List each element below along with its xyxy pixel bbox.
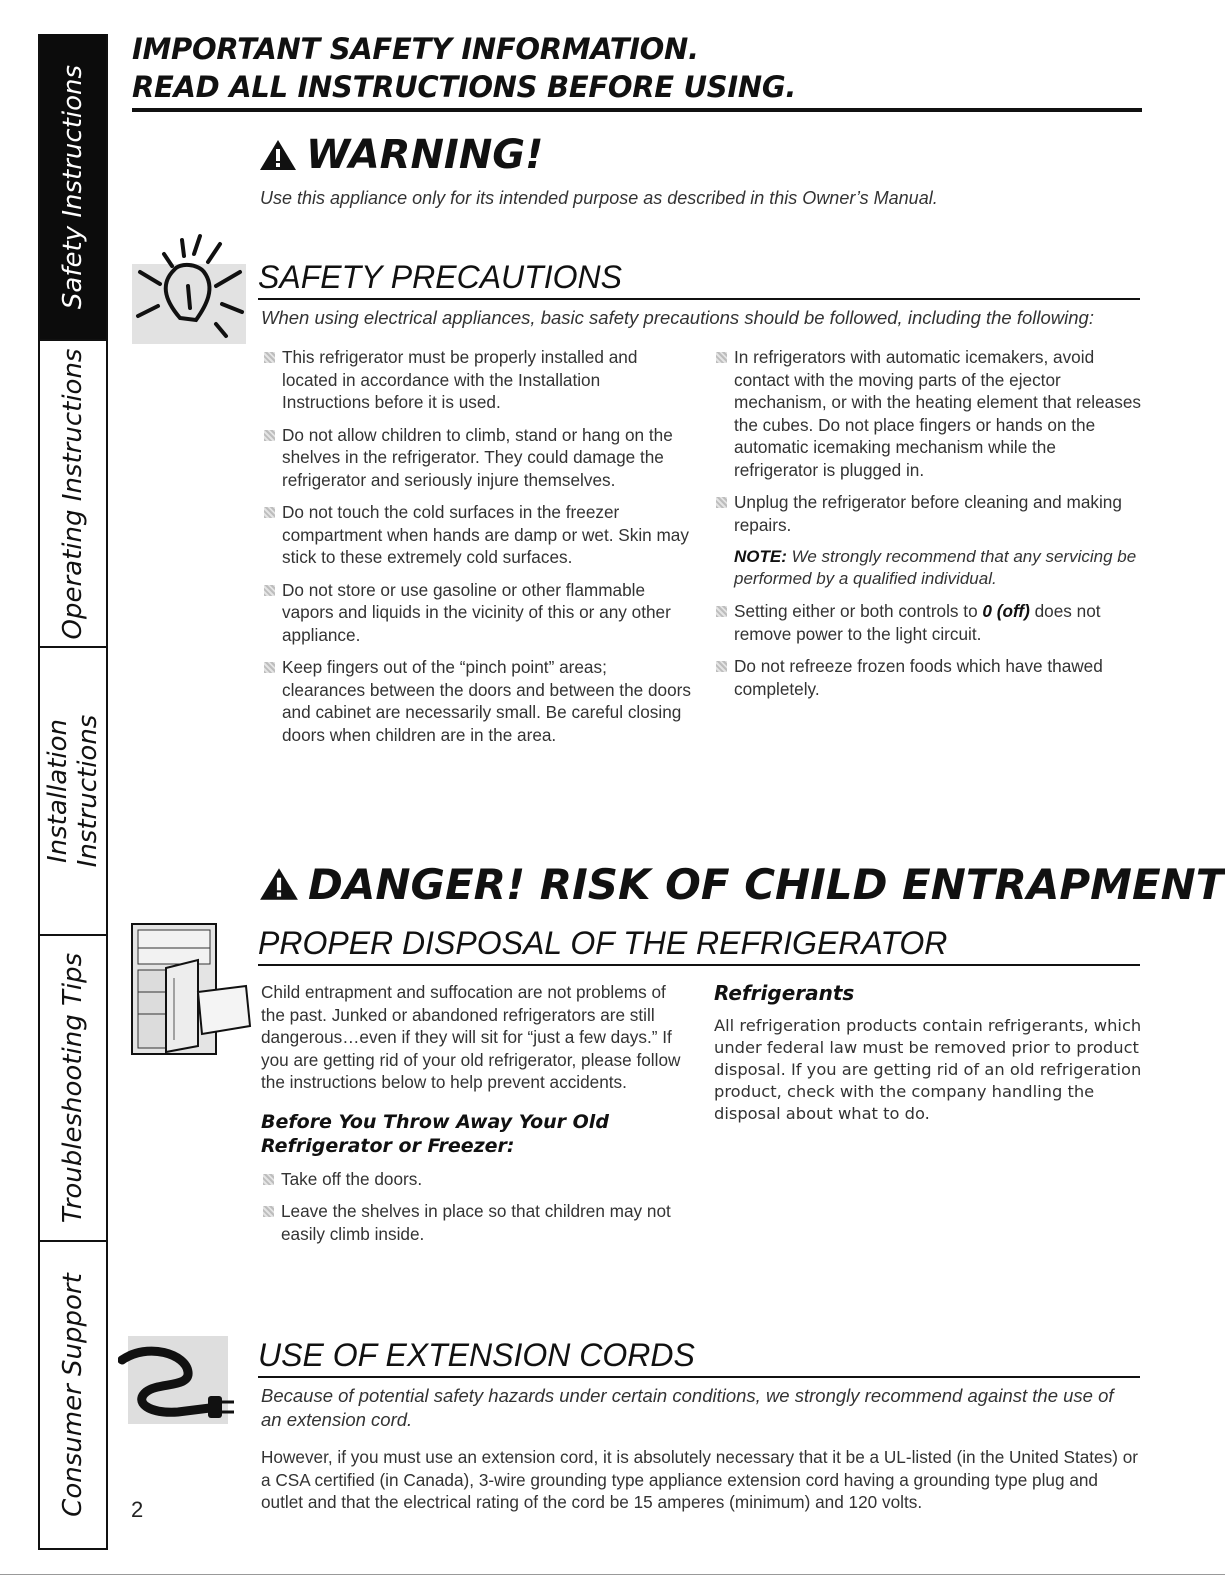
safety-item: Keep fingers out of the “pinch point” areas; clearances between the doors and between the doors and cabinet are necessarily small. Be careful closing doors when children are in the area. bbox=[262, 656, 692, 746]
extension-cord-icon bbox=[118, 1334, 238, 1426]
safety-note bbox=[714, 546, 1142, 590]
tab-label: Operating Instructions bbox=[58, 348, 88, 639]
extension-cords-body bbox=[261, 1446, 1141, 1514]
tab-consumer-support[interactable] bbox=[40, 1242, 106, 1550]
tab-label: Safety Instructions bbox=[58, 64, 88, 309]
safety-item: Do not allow children to climb, stand or hang on the shelves in the refrigerator. They could damage the refrigerator and seriously injure themselves. bbox=[262, 424, 692, 492]
tab-label-line1: Installation bbox=[43, 718, 73, 864]
tab-installation-instructions[interactable] bbox=[40, 648, 106, 936]
safety-precautions-intro: When using electrical appliances, basic safety precautions should be followed, including the following: bbox=[261, 307, 1094, 328]
refrigerants-text: All refrigeration products contain refrigerants, which under federal law must be removed prior to product disposal. If you are getting rid of an old refrigeration product, check with the company handling the disposal about what to do. bbox=[714, 1016, 1142, 1123]
refrigerator-icon bbox=[128, 922, 252, 1058]
before-you-throw-heading-1: Before You Throw Away Your Old bbox=[261, 1110, 609, 1133]
page-number: 2 bbox=[131, 1497, 144, 1522]
safety-item: This refrigerator must be properly installed and located in accordance with the Installation Instructions before it is used. bbox=[262, 346, 692, 414]
warning-text: Use this appliance only for its intended purpose as described in this Owner’s Manual. bbox=[260, 188, 938, 208]
disposal-item: Leave the shelves in place so that children may not easily climb inside. bbox=[261, 1200, 693, 1245]
warning-triangle-icon bbox=[258, 866, 300, 902]
tab-label-line2: Instructions bbox=[73, 714, 103, 868]
section-tabs bbox=[38, 34, 108, 1550]
safety-left-column bbox=[262, 346, 692, 756]
page-bottom-rule bbox=[0, 1574, 1225, 1575]
disposal-paragraph: Child entrapment and suffocation are not problems of the past. Junked or abandoned refrigerators are still dangerous…even if they will sit for “just a few days.” If you are getting rid of your old refrigerator, please follow the instructions below to help prevent accidents. bbox=[261, 982, 681, 1092]
safety-precautions-title: SAFETY PRECAUTIONS bbox=[258, 258, 1140, 300]
safety-item bbox=[714, 600, 1142, 645]
controls-off-value: 0 (off) bbox=[982, 601, 1030, 621]
light-bulb-icon bbox=[118, 226, 250, 348]
controls-text-pre: Setting either or both controls to bbox=[734, 601, 983, 621]
note-text: We strongly recommend that any servicing be performed by a qualified individual. bbox=[734, 547, 1137, 588]
safety-right-column bbox=[714, 346, 1142, 710]
safety-item: Do not refreeze frozen foods which have thawed completely. bbox=[714, 655, 1142, 700]
warning-triangle-icon bbox=[258, 138, 298, 172]
safety-item: Unplug the refrigerator before cleaning and making repairs. bbox=[714, 491, 1142, 536]
extension-cords-intro: Because of potential safety hazards under certain conditions, we strongly recommend against the use of an extension cord. bbox=[261, 1385, 1114, 1430]
tab-safety-instructions[interactable] bbox=[40, 34, 106, 341]
header-line-1: IMPORTANT SAFETY INFORMATION. bbox=[132, 32, 699, 66]
warning-title: WARNING! bbox=[306, 132, 544, 178]
extension-cords-text: However, if you must use an extension cord, it is absolutely necessary that it be a UL-listed (in the United States) or a CSA certified (in Canada), 3-wire grounding type appliance extension cord having a grounding type plug and outlet and that the electrical rating of the cord be 15 amperes (minimum) and 120 volts. bbox=[261, 1447, 1138, 1512]
tab-label: Troubleshooting Tips bbox=[58, 952, 88, 1224]
tab-operating-instructions[interactable] bbox=[40, 341, 106, 648]
tab-label bbox=[43, 715, 103, 868]
danger-heading bbox=[258, 856, 1224, 912]
tab-troubleshooting-tips[interactable] bbox=[40, 936, 106, 1242]
before-you-throw-heading-2: Refrigerator or Freezer: bbox=[261, 1134, 515, 1157]
refrigerants-column bbox=[714, 981, 1142, 1125]
disposal-left-column bbox=[261, 981, 693, 1255]
danger-title: DANGER! RISK OF CHILD ENTRAPMENT bbox=[308, 859, 1225, 909]
page-header bbox=[132, 30, 1142, 112]
controls-text-post: does not remove power to the light circuit. bbox=[734, 601, 1101, 644]
disposal-title: PROPER DISPOSAL OF THE REFRIGERATOR bbox=[258, 924, 1140, 966]
refrigerants-heading: Refrigerants bbox=[714, 981, 855, 1005]
disposal-item: Take off the doors. bbox=[261, 1168, 693, 1191]
warning-heading bbox=[258, 130, 543, 180]
extension-cords-title: USE OF EXTENSION CORDS bbox=[258, 1336, 1140, 1378]
safety-item: In refrigerators with automatic icemakers, avoid contact with the moving parts of the ejector mechanism, or with the heating element that releases the cubes. Do not place fingers or hands on the automatic icemaking mechanism while the refrigerator is plugged in. bbox=[714, 346, 1142, 481]
note-label: NOTE: bbox=[734, 547, 787, 566]
header-line-2: READ ALL INSTRUCTIONS BEFORE USING. bbox=[132, 70, 797, 104]
tab-label: Consumer Support bbox=[58, 1273, 88, 1517]
safety-item: Do not touch the cold surfaces in the freezer compartment when hands are damp or wet. Skin may stick to these extremely cold surfaces. bbox=[262, 501, 692, 569]
safety-item: Do not store or use gasoline or other flammable vapors and liquids in the vicinity of this or any other appliance. bbox=[262, 579, 692, 647]
